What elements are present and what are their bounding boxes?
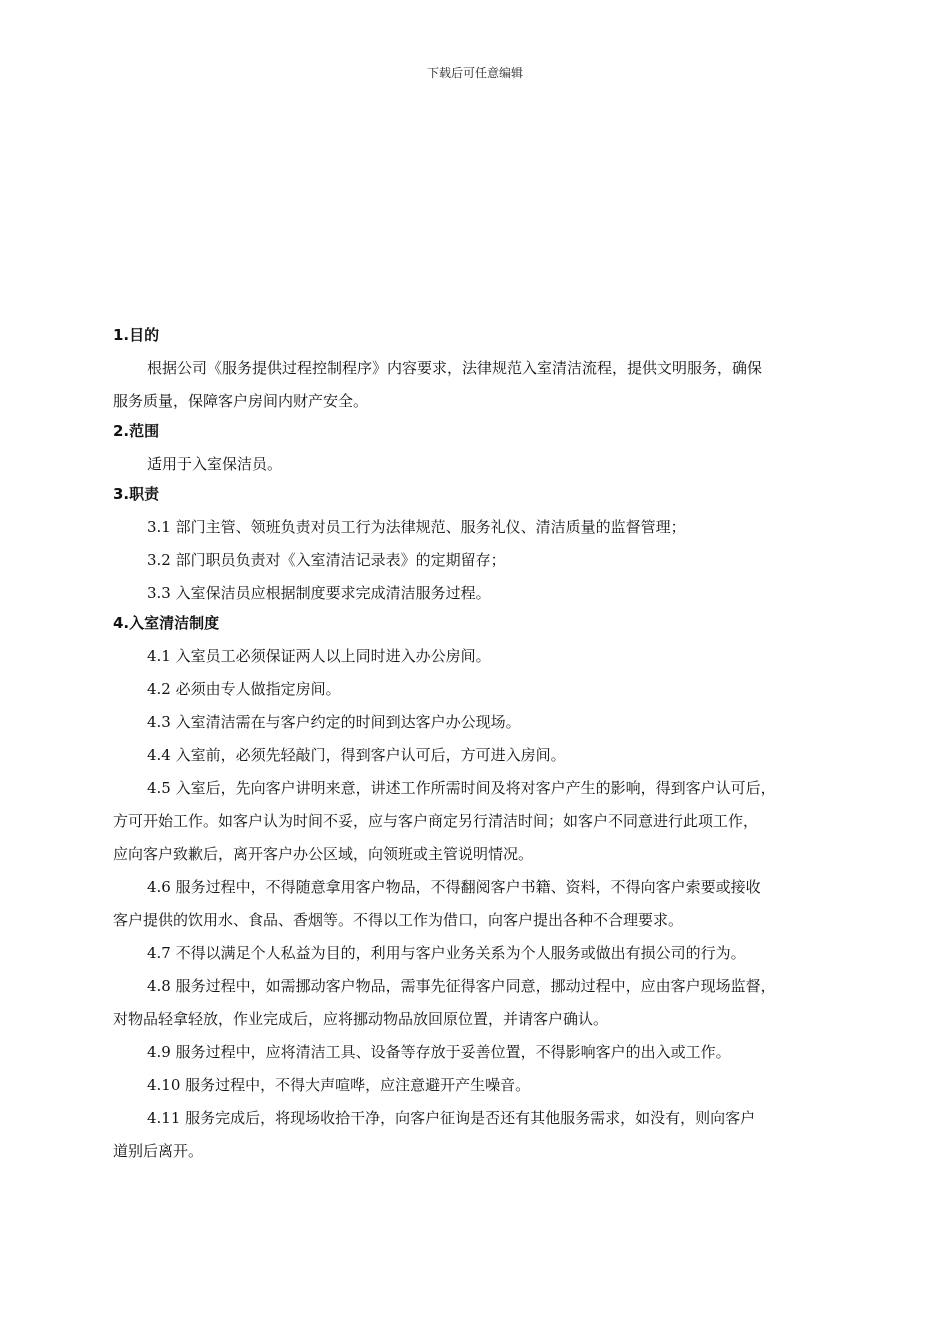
- paragraph: [113, 544, 853, 577]
- paragraph-line: 道别后离开。: [113, 1142, 204, 1160]
- paragraph: [113, 352, 853, 418]
- section-title: 4.入室清洁制度: [113, 614, 220, 632]
- paragraph: [113, 1036, 853, 1069]
- section-title: 1.目的: [113, 326, 160, 344]
- paragraph-line: 根据公司《服务提供过程控制程序》内容要求，法律规范入室清洁流程，提供文明服务，确保: [147, 359, 763, 377]
- paragraph: [113, 739, 853, 772]
- section-title: 3.职责: [113, 485, 160, 503]
- paragraph-line: 3.1 部门主管、领班负责对员工行为法律规范、服务礼仪、清洁质量的监督管理；: [147, 518, 686, 536]
- section-title: 2.范围: [113, 422, 160, 440]
- paragraph-line: 适用于入室保洁员。: [147, 455, 283, 473]
- paragraph-line: 应向客户致歉后，离开客户办公区域，向领班或主管说明情况。: [113, 845, 534, 863]
- paragraph: [113, 1069, 853, 1102]
- page-header: 下载后可任意编辑: [426, 66, 523, 80]
- paragraph: [113, 706, 853, 739]
- paragraph-line: 服务质量，保障客户房间内财产安全。: [113, 392, 369, 410]
- paragraph-line: 4.8 服务过程中，如需挪动客户物品，需事先征得客户同意，挪动过程中，应由客户现场监督，: [147, 977, 776, 995]
- paragraph-line: 4.7 不得以满足个人私益为目的，利用与客户业务关系为个人服务或做出有损公司的行为。: [147, 944, 746, 962]
- paragraph-line: 客户提供的饮用水、食品、香烟等。不得以工作为借口，向客户提出各种不合理要求。: [113, 911, 684, 929]
- paragraph: [113, 640, 853, 673]
- paragraph-line: 3.2 部门职员负责对《入室清洁记录表》的定期留存；: [147, 551, 506, 569]
- paragraph-line: 4.11 服务完成后，将现场收拾干净，向客户征询是否还有其他服务需求，如没有，则向客户: [147, 1109, 756, 1127]
- paragraph: [113, 1102, 853, 1168]
- paragraph-line: 方可开始工作。如客户认为时间不妥，应与客户商定另行清洁时间；如客户不同意进行此项工作，: [113, 812, 759, 830]
- paragraph: [113, 937, 853, 970]
- paragraph: [113, 577, 853, 610]
- paragraph-line: 4.6 服务过程中，不得随意拿用客户物品，不得翻阅客户书籍、资料，不得向客户索要或接收: [147, 878, 761, 896]
- paragraph: [113, 871, 853, 937]
- document-body: [113, 322, 853, 1168]
- paragraph-line: 4.10 服务过程中，不得大声喧哗，应注意避开产生噪音。: [147, 1076, 531, 1094]
- paragraph-line: 4.5 入室后，先向客户讲明来意，讲述工作所需时间及将对客户产生的影响，得到客户认可后，: [147, 779, 776, 797]
- paragraph-line: 对物品轻拿轻放，作业完成后，应将挪动物品放回原位置，并请客户确认。: [113, 1010, 609, 1028]
- paragraph: [113, 970, 853, 1036]
- paragraph-line: 4.4 入室前，必须先轻敲门，得到客户认可后，方可进入房间。: [147, 746, 566, 764]
- paragraph-line: 4.2 必须由专人做指定房间。: [147, 680, 341, 698]
- paragraph-line: 4.1 入室员工必须保证两人以上同时进入办公房间。: [147, 647, 491, 665]
- paragraph-line: 3.3 入室保洁员应根据制度要求完成清洁服务过程。: [147, 584, 491, 602]
- paragraph: [113, 673, 853, 706]
- paragraph: [113, 772, 853, 871]
- paragraph-line: 4.3 入室清洁需在与客户约定的时间到达客户办公现场。: [147, 713, 521, 731]
- paragraph: [113, 511, 853, 544]
- paragraph-line: 4.9 服务过程中，应将清洁工具、设备等存放于妥善位置，不得影响客户的出入或工作。: [147, 1043, 731, 1061]
- paragraph: [113, 448, 853, 481]
